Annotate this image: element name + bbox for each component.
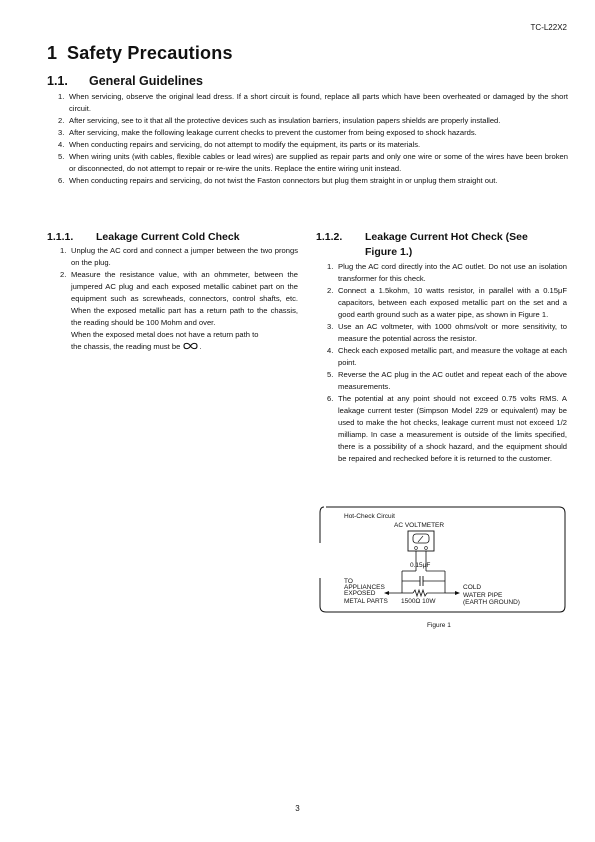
circuit-title: Hot-Check Circuit [344,513,395,520]
hot-check-list [327,261,567,465]
voltmeter-label: AC VOLTMETER [394,522,445,529]
list-item: 4. When conducting repairs and servicing, do not attempt to modify the equipment, its parts or its materials. [58,140,421,149]
list-item: 1. Plug the AC cord directly into the AC outlet. Do not use an isolation transformer for this check. [327,262,567,283]
section-title-text: Safety Precautions [67,43,233,63]
cold-check-note: When the exposed metal does not have a return path to [71,330,259,339]
list-item: 1. Unplug the AC cord and connect a jumper between the two prongs on the plug. [60,246,298,267]
list-item: 6. The potential at any point should not exceed 0.75 volts RMS. A leakage current tester (Simpson Model 229 or equivalent) may be used to make the hot checks, leakage current must not exceed 1/2 milliamp. In case a measurement is outside of the limits specified, there is a possibility of a shock hazard, and the equipment should be repaired and rechecked before it is returned to the customer. [327,394,567,463]
hot-check-heading: 1.1.2. Leakage Current Hot Check (See Figure 1.) [316,231,528,258]
arrow-left-icon [384,591,389,595]
subsection-title: General Guidelines [89,74,203,88]
infinity-icon [182,341,199,351]
list-item: 4. Check each exposed metallic part, and measure the voltage at each point. [327,346,567,367]
list-item: 1. When servicing, observe the original lead dress. If a short circuit is found, replace all parts which have been overheated or damaged by the short circuit. [58,92,568,113]
arrow-right-icon [455,591,460,595]
cold-check-list [60,245,298,353]
list-item: 2. After servicing, see to it that all the protective devices such as insulation barriers, insulation papers shields are properly installed. [58,116,501,125]
list-item: 6. When conducting repairs and servicing, do not twist the Faston connectors but plug them straight in or unplug them straight out. [58,176,498,185]
general-guidelines-list [58,91,568,187]
subsection-number: 1.1. [47,74,68,88]
page-number: 3 [295,804,300,813]
label-water-pipe: WATER PIPE [463,592,503,599]
label-cold: COLD [463,584,482,591]
terminal [415,547,418,550]
resistor-label: 1500Ω 10W [401,598,436,605]
general-guidelines-heading [47,74,203,88]
resistor-symbol [413,590,427,596]
section-title [47,43,233,64]
list-item: 3. After servicing, make the following leakage current checks to prevent the customer from being exposed to shock hazards. [58,128,477,137]
capacitor-label: 0.15μF [410,562,431,569]
label-to: TO [344,578,353,585]
label-appliances: APPLIANCES [344,584,385,591]
list-item: 3. Use an AC voltmeter, with 1000 ohms/volt or more sensitivity, to measure the potential across the resistor. [327,322,567,343]
label-metal-parts: METAL PARTS [344,598,388,605]
list-item: 5. When wiring units (with cables, flexible cables or lead wires) are supplied as repair parts and only one wire or some of the wires have been broken or disconnected, do not attempt to repair or re-wire the units. Replace the entire wiring unit instead. [58,152,568,173]
cold-check-note-2: the chassis, the reading must be [71,342,181,351]
label-exposed: EXPOSED [344,590,376,597]
hot-check-circuit-diagram [316,503,568,616]
cold-check-heading: 1.1.1. Leakage Current Cold Check [47,231,240,243]
terminal [425,547,428,550]
model-number: TC-L22X2 [530,23,567,32]
section-number: 1 [47,43,58,63]
label-earth-ground: (EARTH GROUND) [463,599,520,606]
list-item: 2. Measure the resistance value, with an ohmmeter, between the jumpered AC plug and each exposed metallic cabinet part on the equipment such as screwheads, connectors, control shafts, etc. When the exposed metallic part has a return path to the chassis, the reading should be 100 Mohm and over. When the exposed metal does not have a return path to the chassis, the reading must be . [60,270,298,351]
figure-caption: Figure 1 [427,622,451,629]
list-item: 2. Connect a 1.5kohm, 10 watts resistor, in parallel with a 0.15μF capacitors, between each exposed metallic part on the set and a good earth ground such as a water pipe, as shown in Figure 1. [327,286,567,319]
list-item: 5. Reverse the AC plug in the AC outlet and repeat each of the above measurements. [327,370,567,391]
